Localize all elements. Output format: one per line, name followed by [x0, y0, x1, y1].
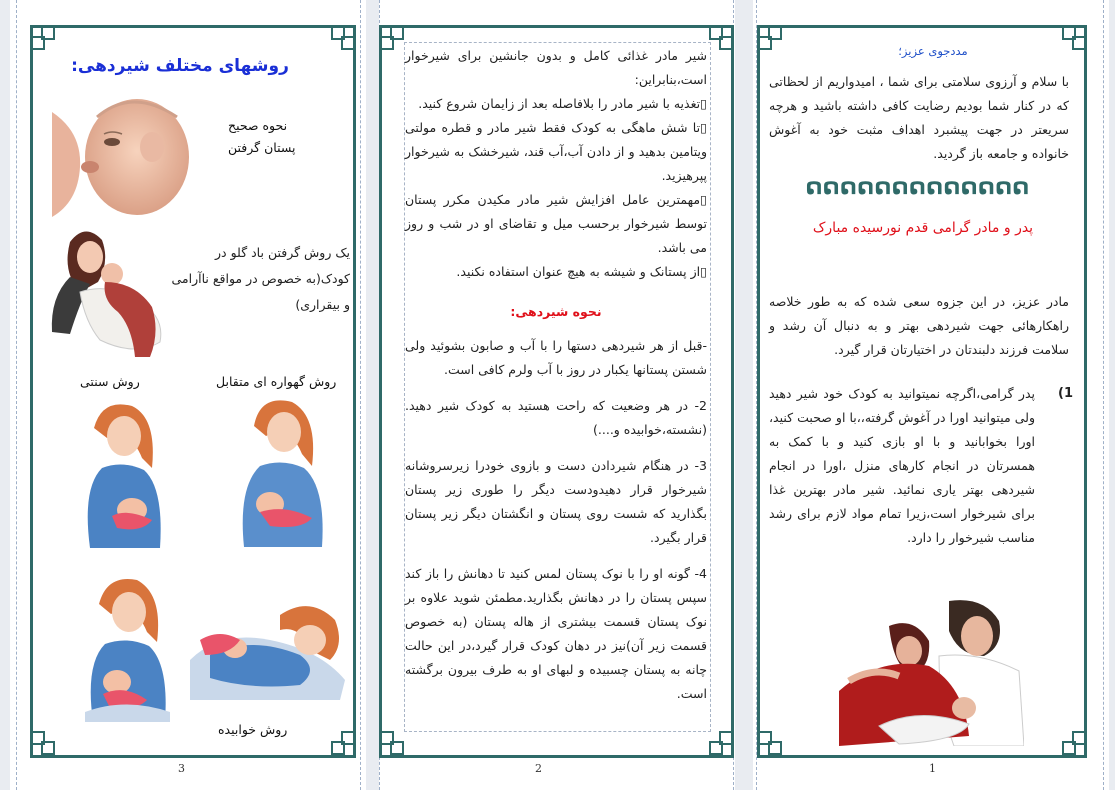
- family-photo: [819, 596, 1024, 746]
- method-heading: نحوه شیردهی:: [510, 304, 602, 319]
- corner-ornament: [31, 26, 57, 52]
- burping-caption: یک روش گرفتن باد گلو در کودک(به خصوص در مواقع ناآرامی و بیقراری): [171, 245, 350, 312]
- summary-paragraph: مادر عزیز، در این جزوه سعی شده که به طور خلاصه راهکارهائی جهت شیردهی بهتر و به دنبال آن رشد و سلامت فرزند دلبندتان در اختیارتان قرار گیرد.: [769, 294, 1069, 357]
- corner-ornament: [380, 26, 406, 52]
- page-number: 1: [929, 762, 936, 775]
- traditional-position-illustration: [72, 398, 172, 548]
- step-item: 4- گونه او را با نوک پستان لمس کنید تا دهانش را باز کند سپس پستان را در دهانش بگذارید.مطمئن شوید علاوه بر نوک پستان قسمت بیشتری از هاله پستان (به خصوص قسمت زیر آن)نیز در دهان کودک قرار گیرد،در این حالت چانه به پستان چسبیده و لبهای او به طرف بیرون برگشته است.: [405, 566, 707, 701]
- item-number: 1): [1058, 386, 1073, 401]
- latch-label-line2: پستان گرفتن: [228, 140, 296, 155]
- corner-ornament: [758, 729, 784, 755]
- middle-text: [405, 44, 707, 706]
- page-margin-line: [360, 0, 361, 790]
- traditional-label: روش سنتی: [80, 374, 140, 389]
- sitting-position-illustration: [75, 572, 175, 722]
- bullet-item: ▯از پستانک و شیشه به هیچ عنوان استفاده نکنید.: [456, 264, 707, 279]
- bullet-item: ▯مهمترین عامل افزایش شیر مادر مکیدن مکرر پستان توسط شیرخوار برحسب میل و تقاضای او در شب و روز می باشد.: [405, 192, 707, 255]
- lying-position-illustration: [180, 600, 350, 710]
- bullet-item: ▯تا شش ماهگی به کودک فقط شیر مادر و قطره مولتی ویتامین بدهید و از دادن آب،آب قند، شیرخشک به شیرخوار پپرهیزید.: [405, 120, 707, 183]
- lying-label: روش خوابیده: [218, 722, 288, 737]
- latch-label-line1: نحوه صحیح: [228, 118, 288, 133]
- item-paragraph: پدر گرامی،اگرچه نمیتوانید به کودک خود شیر دهید ولی میتوانید اورا در آغوش گرفته،،با او صحبت کنید، اورا بخوابانید و با او بازی کنید و با کمک به همسرتان در انجام کارهای منزل ،اورا در انجام شیردهی بهتر یاری نمائید. شیر مادر بهترین غذا برای شیرخوار است،زیرا تمام مواد لازم برای رشد مناسب شیرخوار را دارد.: [769, 386, 1035, 545]
- page-3: [10, 0, 366, 790]
- corner-ornament: [329, 26, 355, 52]
- corner-ornament: [758, 26, 784, 52]
- step-item: 3- در هنگام شیردادن دست و بازوی خودرا زیرسروشانه شیرخوار قرار دهیدودست دیگر را طوری زیر پستان بگذارید که شست روی پستان و انگشتان دیگر زیر پستان قرار بگیرد.: [405, 458, 707, 545]
- bullet-item: ▯تغذیه با شیر مادر را بلافاصله بعد از زایمان شروع کنید.: [418, 96, 707, 111]
- page-1: [753, 0, 1109, 790]
- corner-ornament: [1060, 26, 1086, 52]
- greeting: مددجوی عزیز؛: [898, 44, 968, 58]
- page-margin-line: [16, 0, 17, 790]
- page-margin-line: [1103, 0, 1104, 790]
- burping-illustration: [40, 222, 180, 362]
- corner-ornament: [1060, 729, 1086, 755]
- latch-illustration: [52, 92, 192, 217]
- page-2: [379, 0, 735, 790]
- corner-ornament: [707, 729, 733, 755]
- congrats-heading: پدر و مادر گرامی قدم نورسیده مبارک: [812, 220, 1034, 236]
- intro-paragraph: شیر مادر غذائی کامل و بدون جانشین برای شیرخوار است،بنابراین:: [405, 48, 707, 87]
- page-number: 2: [535, 762, 542, 775]
- corner-ornament: [31, 729, 57, 755]
- step-item: 2- در هر وضعیت که راحت هستید به کودک شیر دهید.(نشسته،خوابیده و....): [405, 398, 707, 437]
- page-title: روشهای مختلف شیردهی:: [71, 56, 289, 76]
- corner-ornament: [329, 729, 355, 755]
- cross-cradle-label: روش گهواره ای متقابل: [216, 374, 337, 389]
- step-item: -قبل از هر شیردهی دستها را با آب و صابون بشوئید ولی شستن پستانها یکبار در روز با آب ولرم کافی است.: [405, 338, 707, 377]
- ornament-row: ດດດດດດດດດດດດດ: [805, 174, 1031, 200]
- cross-cradle-position-illustration: [230, 392, 335, 547]
- page-number: 3: [178, 762, 185, 775]
- welcome-paragraph: با سلام و آرزوی سلامتی برای شما ، امیدواریم از لحظاتی که در کنار شما بودیم رضایت کافی داشته باشید و هرچه سریعتر در جهت پیشبرد اهداف مثبت خود به آغوش خانواده و جامعه باز گردید.: [769, 74, 1069, 161]
- corner-ornament: [380, 729, 406, 755]
